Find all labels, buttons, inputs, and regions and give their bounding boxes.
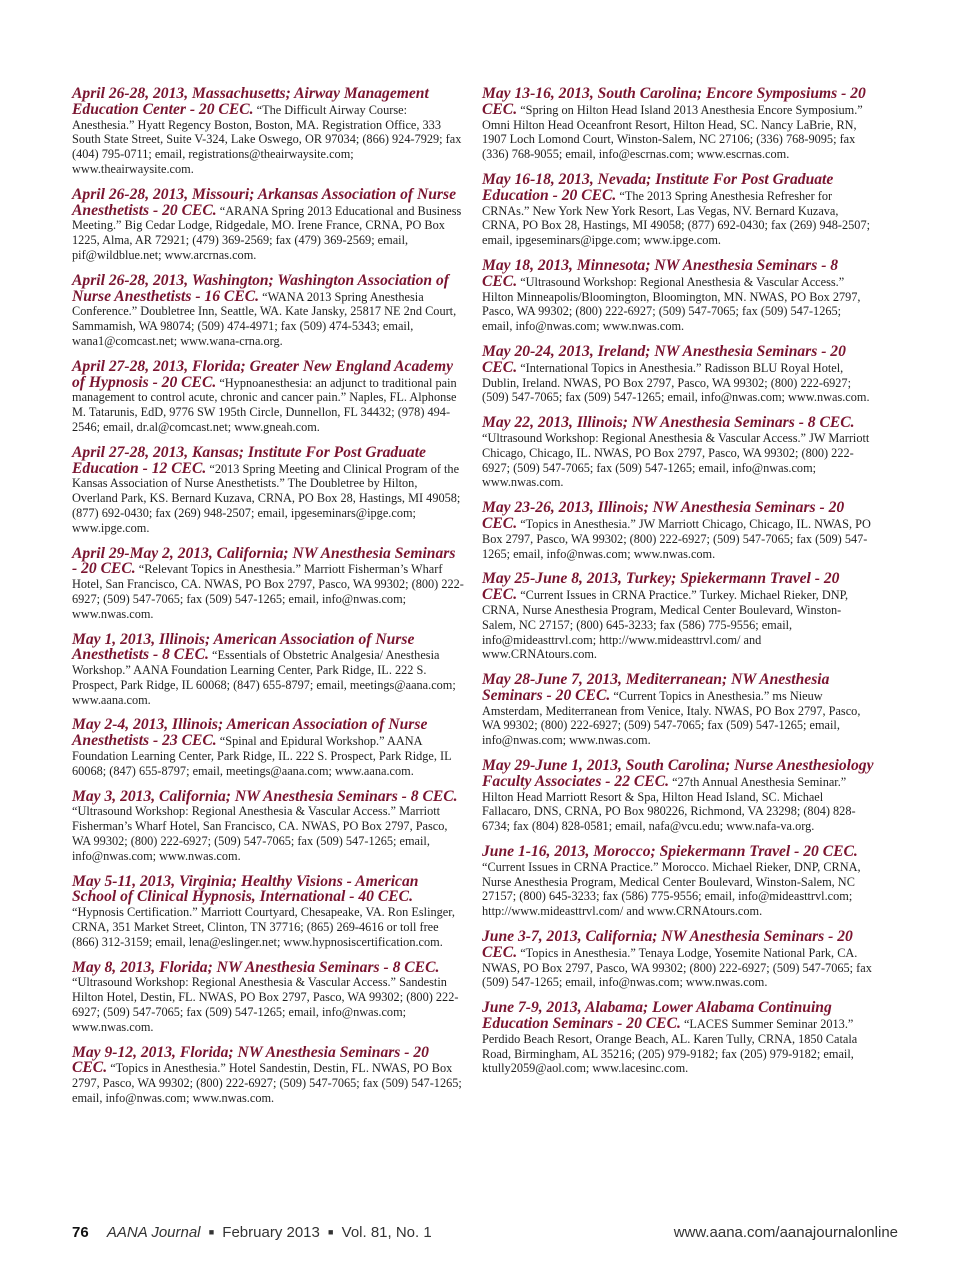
listing-heading: June 3-7, 2013, California; NW Anesthesia Seminars - 20 CEC. [482, 928, 853, 961]
listing-details: “WANA 2013 Spring Anesthesia Conference.” Doubletree Inn, Seattle, WA. Kate Jansky, 25817 NE 2nd Court, Sammamish, WA 98074; (509) 474-4971; fax (509) 474-5343; email, wana1@comcast.net; www.wana-crna.org. [72, 289, 457, 348]
listing-entry [482, 1000, 874, 1076]
listing-entry [72, 874, 464, 950]
listing-heading: May 5-11, 2013, Virginia; Healthy Visions - American School of Clinical Hypnosis, International - 40 CEC. [72, 872, 419, 906]
listing-heading: June 1-16, 2013, Morocco; Spiekermann Travel - 20 CEC. [482, 843, 858, 861]
listing-entry [482, 672, 874, 748]
listing-heading: May 29-June 1, 2013, South Carolina; Nurse Anesthesiology Faculty Associates - 22 CEC. [482, 757, 874, 790]
listing-heading: April 26-28, 2013, Washington; Washington Association of Nurse Anesthetists - 16 CEC. [72, 271, 449, 305]
separator-square-icon: ■ [208, 1227, 215, 1237]
listing-entry [482, 258, 874, 334]
listing-details: “Topics in Anesthesia.” Hotel Sandestin, Destin, FL. NWAS, PO Box 2797, Pasco, WA 99302; (800) 222-6927; (509) 547-7065; fax (509) 547-1265; email, info@nwas.com; www.nwas.com. [72, 1061, 462, 1106]
listing-details: “Hypnosis Certification.” Marriott Courtyard, Chesapeake, VA. Ron Eslinger, CRNA, 351 Market Street, Clinton, TN 37716; (865) 269-4616 or toll free (866) 312-3159; email, lena@eslinger.net; www.hypnosiscertification.com. [72, 905, 455, 949]
listing-heading: April 29-May 2, 2013, California; NW Anesthesia Seminars - 20 CEC. [72, 544, 456, 578]
listing-entry [72, 445, 464, 536]
listing-details: “Ultrasound Workshop: Regional Anesthesia & Vascular Access.” JW Marriott Chicago, Chicago, IL. NWAS, PO Box 2797, Pasco, WA 99302; (800) 222-6927; (509) 547-7065; fax (509) 547-1265; email, info@nwas.com; www.nwas.com. [482, 430, 870, 490]
page-number: 76 [72, 1224, 89, 1241]
listing-entry [482, 172, 874, 248]
listing-entry [72, 789, 464, 864]
listing-details: “Spinal and Epidural Workshop.” AANA Foundation Learning Center, Park Ridge, IL. 222 S. Prospect, Park Ridge, IL 60068; (847) 655-8797; email, meetings@aana.com; www.aana.com. [72, 734, 452, 778]
listing-entry [482, 415, 874, 490]
listing-heading: May 22, 2013, Illinois; NW Anesthesia Seminars - 8 CEC. [482, 414, 855, 432]
listing-details: “The 2013 Spring Anesthesia Refresher for CRNAs.” New York New York Resort, Las Vegas, NV. Bernard Kuzava, CRNA, PO Box 28, Hastings, MI 49058; (877) 692-0430; fax (269) 948-2507; email, ipgeseminars@ipge.com; www.ipge.com. [482, 188, 871, 248]
listing-entry [482, 844, 874, 919]
listing-entry [72, 86, 464, 177]
listing-heading: May 20-24, 2013, Ireland; NW Anesthesia Seminars - 20 CEC. [482, 342, 846, 376]
right-column [482, 86, 874, 1086]
listing-heading: April 26-28, 2013, Missouri; Arkansas Association of Nurse Anesthetists - 20 CEC. [72, 185, 456, 219]
listing-details: “Essentials of Obstetric Analgesia/ Anesthesia Workshop.” AANA Foundation Learning Center, Park Ridge, IL. 222 S. Prospect, Park Ridge, IL 60068; (847) 655-8797; email, meetings@aana.com; www.aana.com. [72, 648, 456, 707]
listing-details: “Current Topics in Anesthesia.” ms Nieuw Amsterdam, Mediterranean from Venice, Italy. NWAS, PO Box 2797, Pasco, WA 99302; (800) 222-6927; (509) 547-7065; fax (509) 547-1265; email, info@nwas.com; www.nwas.com. [482, 688, 861, 748]
listing-heading: April 27-28, 2013, Kansas; Institute For Post Graduate Education - 12 CEC. [72, 443, 426, 477]
left-column [72, 86, 464, 1116]
volume-number: Vol. 81, No. 1 [341, 1224, 432, 1241]
listing-details: “Current Issues in CRNA Practice.” Turkey. Michael Rieker, DNP, CRNA, Nurse Anesthesia Program, Medical Center Boulevard, Winston-Salem, NC 27157; (800) 645-3233; fax (586) 775-9556; email, info@mideasttrvl.com; http://www.mideasttrvl.com/ and www.CRNAtours.com. [482, 588, 849, 662]
listing-heading: May 3, 2013, California; NW Anesthesia Seminars - 8 CEC. [72, 787, 458, 805]
listing-details: “Relevant Topics in Anesthesia.” Marriott Fisherman’s Wharf Hotel, San Francisco, CA. NWAS, PO Box 2797, Pasco, WA 99302; (800) 222-6927; (509) 547-7065; fax (509) 547-1265; email, info@nwas.com; www.nwas.com. [72, 562, 464, 621]
journal-name: AANA Journal [106, 1224, 201, 1241]
page-footer [72, 1224, 898, 1241]
listing-details: “27th Annual Anesthesia Seminar.” Hilton Head Marriott Resort & Spa, Hilton Head Island, SC. Michael Fallacaro, DNS, CRNA, PO Box 980226, Richmond, VA 23298; (804) 828-6734; fax (804) 828-0581; email, nafa@vcu.edu; www.nafa-va.org. [482, 774, 856, 834]
listing-heading: April 27-28, 2013, Florida; Greater New England Academy of Hypnosis - 20 CEC. [72, 357, 454, 391]
listing-heading: May 13-16, 2013, South Carolina; Encore Symposiums - 20 CEC. [482, 85, 866, 118]
listing-entry [482, 500, 874, 561]
listing-details: “2013 Spring Meeting and Clinical Program of the Kansas Association of Nurse Anesthetists.” The Doubletree by Hilton, Overland Park, KS. Bernard Kuzava, CRNA, PO Box 28, Hastings, MI 49058; (877) 692-0430; fax (269) 948-2507; email, ipgeseminars@ipge.com; www.ipge.com. [72, 461, 461, 535]
listing-heading: May 1, 2013, Illinois; American Association of Nurse Anesthetists - 8 CEC. [72, 630, 415, 664]
listing-details: “The Difficult Airway Course: Anesthesia.” Hyatt Regency Boston, Boston, MA. Registration Office, 333 South State Street, Suite V-324, Lake Oswego, OR 97034; (866) 924-7929; fax (404) 795-0711; email, registrations@theairwaysite.com; www.theairwaysite.com. [72, 102, 462, 176]
listing-heading: May 28-June 7, 2013, Mediterranean; NW Anesthesia Seminars - 20 CEC. [482, 671, 830, 704]
listing-details: “Ultrasound Workshop: Regional Anesthesia & Vascular Access.” Marriott Fisherman’s Wharf Hotel, San Francisco, CA. NWAS, PO Box 2797, Pasco, WA 99302; (800) 222-6927; (509) 547-7065; fax (509) 547-1265; email, info@nwas.com; www.nwas.com. [72, 804, 448, 863]
listing-details: “Topics in Anesthesia.” JW Marriott Chicago, Chicago, IL. NWAS, PO Box 2797, Pasco, WA 99302; (800) 222-6927; (509) 547-7065; fax (509) 547-1265; email, info@nwas.com; www.nwas.com. [482, 516, 871, 561]
listing-entry [72, 632, 464, 708]
listing-entry [482, 929, 874, 990]
listing-entry [482, 758, 874, 834]
listing-entry [72, 960, 464, 1035]
listing-entry [482, 344, 874, 405]
listing-details: “Hypnoanesthesia: an adjunct to traditional pain management to control acute, chronic and cancer pain.” Naples, FL. Alphonse M. Tatarunis, EdD, 9776 SW 195th Circle, Dunnellon, FL 34432; (978) 494-2546; email, dr.al@comcast.net; www.gneah.com. [72, 375, 457, 434]
listing-details: “Topics in Anesthesia.” Tenaya Lodge, Yosemite National Park, CA. NWAS, PO Box 2797, Pasco, WA 99302; (800) 222-6927; (509) 547-7065; fax (509) 547-1265; email, info@nwas.com; www.nwas.com. [482, 945, 872, 990]
listing-entry [72, 546, 464, 622]
journal-url-link[interactable]: www.aana.com/aanajournalonline [673, 1224, 898, 1241]
listing-details: “Ultrasound Workshop: Regional Anesthesia & Vascular Access.” Sandestin Hilton Hotel, Destin, FL. NWAS, PO Box 2797, Pasco, WA 99302; (800) 222-6927; (509) 547-7065; fax (509) 547-1265; email, info@nwas.com; www.nwas.com. [72, 975, 459, 1034]
listing-entry [72, 1045, 464, 1106]
listing-details: “Ultrasound Workshop: Regional Anesthesia & Vascular Access.” Hilton Minneapolis/Bloomington, Bloomington, MN. NWAS, PO Box 2797, Pasco, WA 99302; (800) 222-6927; (509) 547-7065; fax (509) 547-1265; email, info@nwas.com; www.nwas.com. [482, 274, 861, 334]
listing-details: “LACES Summer Seminar 2013.” Perdido Beach Resort, Orange Beach, AL. Karen Tully, CRNA, 1850 Catala Road, Birmingham, AL 35216; (205) 979-9182; fax (205) 979-9182; email, ktully2059@aol.com; www.lacesinc.com. [482, 1017, 858, 1076]
listing-details: “International Topics in Anesthesia.” Radisson BLU Royal Hotel, Dublin, Ireland. NWAS, PO Box 2797, Pasco, WA 99302; (800) 222-6927; (509) 547-7065; fax (509) 547-1265; email, info@nwas.com; www.nwas.com. [482, 360, 870, 405]
listing-details: “Current Issues in CRNA Practice.” Morocco. Michael Rieker, DNP, CRNA, Nurse Anesthesia Program, Medical Center Boulevard, Winston-Salem, NC 27157; (800) 645-3233; fax (586) 775-9556; email, info@mideasttrvl.com; http://www.mideasttrvl.com/ and www.CRNAtours.com. [482, 859, 861, 919]
listing-details: “Spring on Hilton Head Island 2013 Anesthesia Encore Symposium.” Omni Hilton Head Oceanfront Resort, Hilton Head, SC. Nancy LaBrie, RN, 1907 Loch Lomond Court, Winston-Salem, NC 27106; (336) 768-9095; fax (336) 768-9055; email, info@escrnas.com; www.escrnas.com. [482, 102, 863, 162]
listing-entry [72, 717, 464, 778]
listing-entry [72, 273, 464, 349]
listing-heading: May 9-12, 2013, Florida; NW Anesthesia Seminars - 20 CEC. [72, 1043, 429, 1077]
listing-entry [72, 359, 464, 435]
separator-square-icon: ■ [328, 1227, 334, 1237]
listing-heading: May 25-June 8, 2013, Turkey; Spiekermann Travel - 20 CEC. [482, 570, 840, 604]
listing-heading: May 18, 2013, Minnesota; NW Anesthesia Seminars - 8 CEC. [482, 256, 839, 290]
listing-entry [72, 187, 464, 263]
listing-entry [482, 571, 874, 662]
listing-heading: May 8, 2013, Florida; NW Anesthesia Seminars - 8 CEC. [72, 958, 440, 976]
listing-entry [482, 86, 874, 162]
issue-date: February 2013 [222, 1224, 320, 1241]
listing-heading: May 23-26, 2013, Illinois; NW Anesthesia Seminars - 20 CEC. [482, 499, 845, 532]
listing-heading: June 7-9, 2013, Alabama; Lower Alabama Continuing Education Seminars - 20 CEC. [482, 999, 832, 1033]
listing-details: “ARANA Spring 2013 Educational and Business Meeting.” Big Cedar Lodge, Ridgedale, MO. Irene France, CRNA, PO Box 1225, Alma, AR 72921; (479) 369-2569; fax (479) 369-2569; email, pif@wildblue.net; www.arcrnas.com. [72, 203, 462, 262]
listing-heading: May 16-18, 2013, Nevada; Institute For Post Graduate Education - 20 CEC. [482, 170, 834, 204]
listing-heading: April 26-28, 2013, Massachusetts; Airway Management Education Center - 20 CEC. [72, 85, 429, 118]
listing-heading: May 2-4, 2013, Illinois; American Association of Nurse Anesthetists - 23 CEC. [72, 716, 428, 750]
